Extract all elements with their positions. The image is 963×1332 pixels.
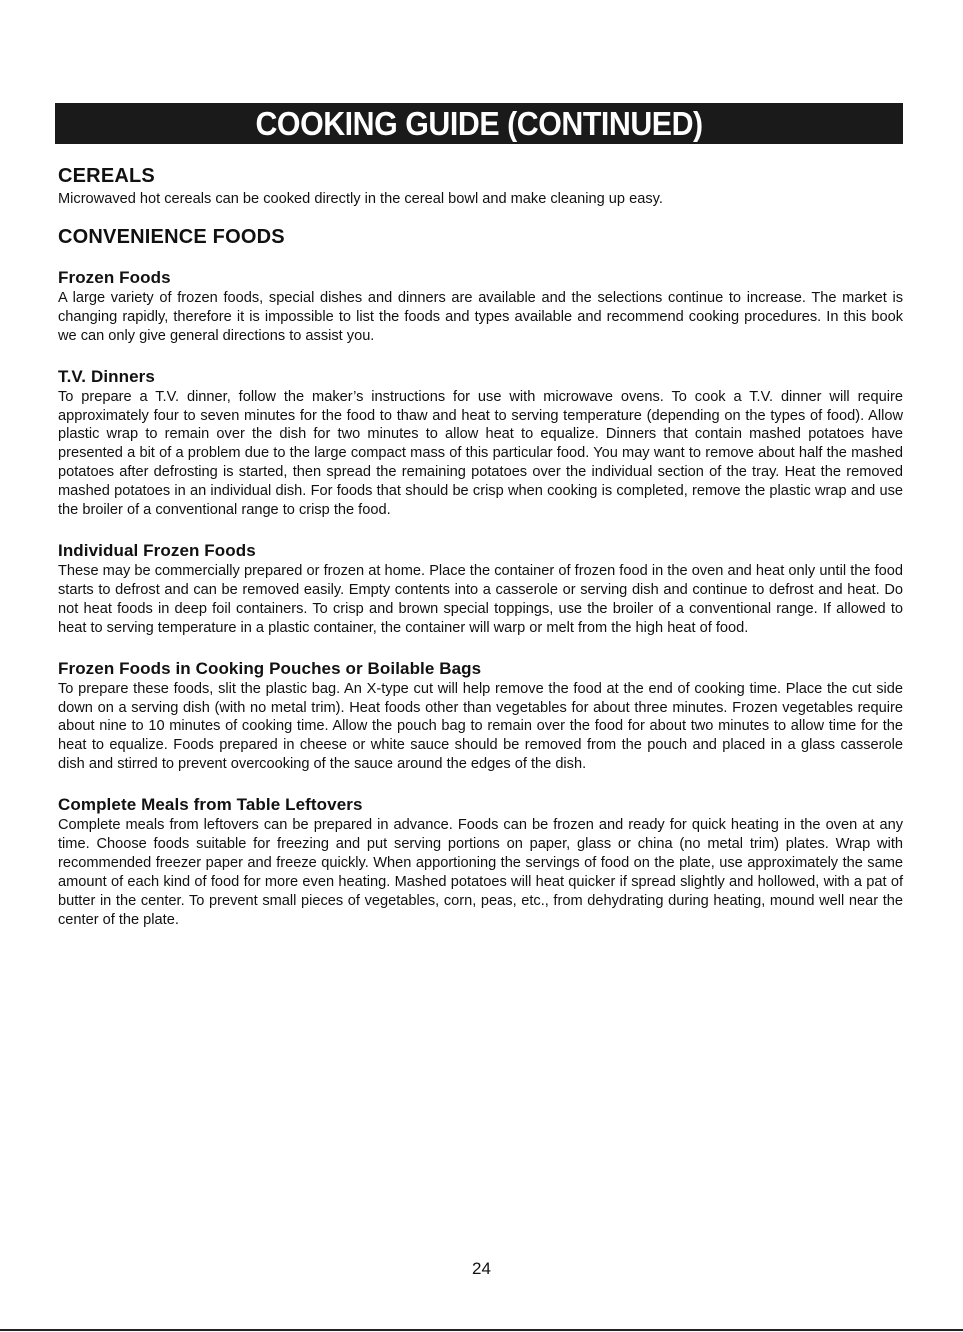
subsection-heading-table-leftovers: Complete Meals from Table Leftovers <box>58 795 363 815</box>
section-text-cereals: Microwaved hot cereals can be cooked directly in the cereal bowl and make cleaning up easy. <box>58 191 663 207</box>
subsection-heading-individual-frozen-foods: Individual Frozen Foods <box>58 540 256 560</box>
subsection-text-frozen-foods: A large variety of frozen foods, special dishes and dinners are available and the selections continue to increase. The market is changing rapidly, therefore it is impossible to list the foods and types available and recommend cooking procedures. In this book we can only give general directions to assist you. <box>58 289 903 344</box>
subsection-heading-tv-dinners: T.V. Dinners <box>58 366 155 386</box>
section-heading-cereals: CEREALS <box>58 165 155 187</box>
section-heading-convenience-foods: CONVENIENCE FOODS <box>58 225 285 248</box>
page-number: 24 <box>472 1259 491 1278</box>
bottom-divider <box>0 1329 963 1331</box>
page-title-bar <box>55 103 903 144</box>
subsection-heading-frozen-foods: Frozen Foods <box>58 267 171 287</box>
subsection-text-individual-frozen-foods: These may be commercially prepared or frozen at home. Place the container of frozen food in the oven and heat only until the food starts to defrost and can be removed easily. Empty contents into a casserole or serving dish and continue to defrost and heat. Do not heat foods in deep foil containers. To crisp and brown special toppings, use the broiler of a conventional range. If allowed to heat to serving temperature in a plastic container, the container will warp or melt from the high heat of food. <box>58 562 903 636</box>
subsection-text-tv-dinners: To prepare a T.V. dinner, follow the maker’s instructions for use with microwave ovens. To cook a T.V. dinner will require approximately four to seven minutes for the food to thaw and heat to serving temperature (depending on the types of food). Allow plastic wrap to remain over the dish for two minutes to allow heat to equalize. Dinners that contain mashed potatoes have presented a bit of a problem due to the large compact mass of this particular food. You may want to remove about half the mashed potatoes after defrosting is started, then spread the remaining potatoes over the individual section of the tray. Heat the removed mashed potatoes in an individual dish. For foods that should be crisp when cooking is completed, remove the plastic wrap and use the broiler of a conventional range to crisp the food. <box>58 388 903 519</box>
subsection-text-cooking-pouches: To prepare these foods, slit the plastic bag. An X-type cut will help remove the food at the end of cooking time. Place the cut side down on a serving dish (with no metal trim). Heat foods other than vegetables for about three minutes. Frozen vegetables require about nine to 10 minutes of cooking time. Allow the pouch bag to remain over the food for about two minutes to allow time for the heat to equalize. Foods prepared in cheese or white sauce should be removed from the pouch and placed in a glass casserole dish and stirred to prevent overcooking of the sauce around the edges of the dish. <box>58 680 903 773</box>
subsection-heading-cooking-pouches: Frozen Foods in Cooking Pouches or Boilable Bags <box>58 658 482 678</box>
page-title: COOKING GUIDE (CONTINUED) <box>255 104 703 142</box>
subsection-text-table-leftovers: Complete meals from leftovers can be prepared in advance. Foods can be frozen and ready for quick heating in the oven at any time. Choose foods suitable for freezing and put serving portions on paper, glass or china (no metal trim) plates. Wrap with recommended freezer paper and freeze quickly. When apportioning the servings of food on the plate, use approximately the same amount of each kind of food for more even heating. Mashed potatoes will heat quicker if spread slightly and hollowed, with a pat of butter in the center. To prevent small pieces of vegetables, corn, peas, etc., from dehydrating during heating, mound well near the center of the plate. <box>58 817 903 928</box>
page-content <box>58 162 903 930</box>
